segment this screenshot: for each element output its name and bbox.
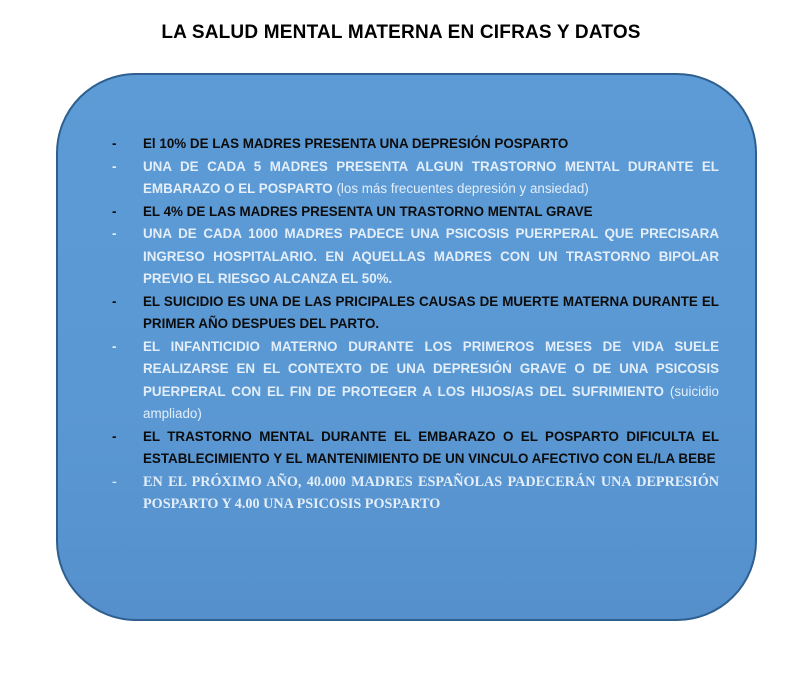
bullet-dash: -	[112, 158, 117, 174]
fact-item	[112, 133, 719, 156]
fact-item	[112, 426, 719, 471]
fact-item	[112, 156, 719, 201]
fact-item	[112, 201, 719, 224]
bullet-dash: -	[112, 473, 117, 490]
fact-item	[112, 336, 719, 426]
fact-text: UNA DE CADA 1000 MADRES PADECE UNA PSICOSIS PUERPERAL QUE PRECISARA INGRESO HOSPITALARIO. EN AQUELLAS MADRES CON UN TRASTORNO BIPOLAR PREVIO EL RIESGO ALCANZA EL 50%.	[143, 226, 719, 286]
fact-text: EL 4% DE LAS MADRES PRESENTA UN TRASTORNO MENTAL GRAVE	[143, 203, 593, 219]
fact-text: EL TRASTORNO MENTAL DURANTE EL EMBARAZO O EL POSPARTO DIFICULTA EL ESTABLECIMIENTO Y EL MANTENIMIENTO DE UN VINCULO AFECTIVO CON EL/LA BEBE	[143, 428, 719, 466]
facts-list	[112, 133, 719, 516]
bullet-dash: -	[112, 293, 117, 309]
fact-item	[112, 471, 719, 516]
fact-text: EL SUICIDIO ES UNA DE LAS PRICIPALES CAUSAS DE MUERTE MATERNA DURANTE EL PRIMER AÑO DESPUES DEL PARTO.	[143, 293, 719, 331]
fact-item	[112, 291, 719, 336]
bullet-dash: -	[112, 338, 117, 354]
page-title: LA SALUD MENTAL MATERNA EN CIFRAS Y DATOS	[161, 22, 641, 43]
fact-text: UNA DE CADA 5 MADRES PRESENTA ALGUN TRASTORNO MENTAL DURANTE EL EMBARAZO O EL POSPARTO	[143, 158, 719, 196]
fact-text: EN EL PRÓXIMO AÑO, 40.000 MADRES ESPAÑOLAS PADECERÁN UNA DEPRESIÓN POSPARTO Y 4.00 UNA PSICOSIS POSPARTO	[143, 473, 719, 512]
fact-note: (los más frecuentes depresión y ansiedad)	[332, 181, 589, 196]
bullet-dash: -	[112, 136, 117, 151]
fact-text: EL INFANTICIDIO MATERNO DURANTE LOS PRIMEROS MESES DE VIDA SUELE REALIZARSE EN EL CONTEXTO DE UNA DEPRESIÓN GRAVE O DE UNA PSICOSIS PUERPERAL CON EL FIN DE PROTEGER A LOS HIJOS/AS DEL SUFRIMIENTO	[143, 338, 719, 399]
fact-item	[112, 223, 719, 291]
fact-note: (suicidio ampliado)	[143, 383, 719, 421]
fact-text: El 10% DE LAS MADRES PRESENTA UNA DEPRESIÓN POSPARTO	[143, 136, 569, 151]
bullet-dash: -	[112, 203, 117, 219]
bullet-dash: -	[112, 428, 117, 444]
bullet-dash: -	[112, 226, 117, 241]
